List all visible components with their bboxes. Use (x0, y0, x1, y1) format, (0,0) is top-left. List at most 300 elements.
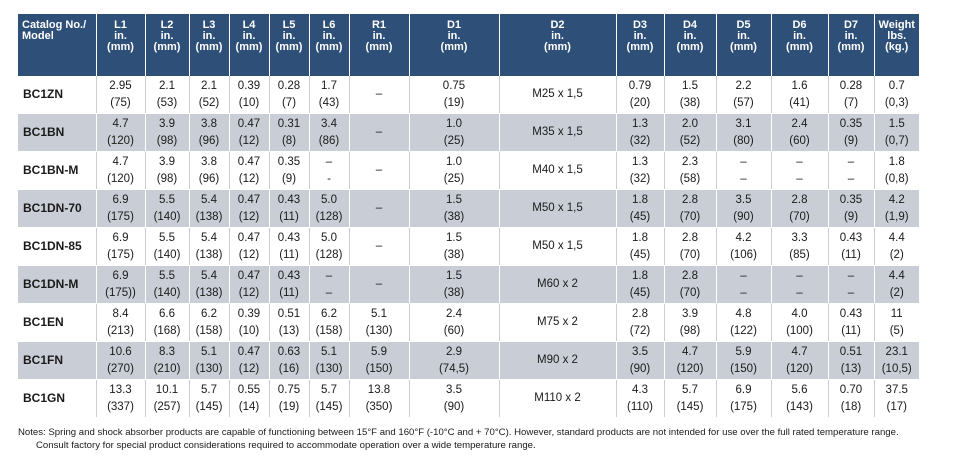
model-cell: BC1GN (18, 380, 96, 418)
cell-value-in: 5.1 (321, 345, 337, 358)
cell-value-mm: (140) (153, 210, 181, 223)
cell-value-mm: (90) (443, 400, 465, 413)
cell-value-in: 2.8 (682, 269, 698, 282)
cell-value-in: 2.3 (682, 155, 698, 168)
table-cell (309, 304, 349, 342)
table-cell (716, 228, 771, 266)
column-header (874, 14, 919, 76)
header-text: Weight (878, 19, 915, 31)
header-text: in. (160, 30, 174, 42)
cell-value-in: M90 x 2 (537, 354, 578, 366)
cell-value-in: 0.70 (839, 383, 863, 396)
cell-value-in: 3.5 (632, 345, 648, 358)
cell-value-in: – (375, 278, 383, 290)
model-cell: BC1FN (18, 342, 96, 380)
table-cell (409, 304, 499, 342)
cell-value-mm: (74,5) (438, 362, 470, 375)
table-cell (189, 114, 229, 152)
cell-value-mm: – (847, 286, 855, 299)
cell-value-mm: (150) (365, 362, 393, 375)
table-cell (716, 342, 771, 380)
cell-value-in: 0.47 (237, 155, 261, 168)
header-text: (mm) (235, 41, 263, 53)
cell-value-in: 5.6 (791, 383, 808, 396)
model-cell: BC1BN-M (18, 152, 96, 190)
table-cell (499, 152, 616, 190)
cell-value-mm: (96) (198, 134, 220, 147)
cell-value-in: 0.47 (237, 345, 261, 358)
header-text: (mm) (440, 41, 468, 53)
table-cell (349, 266, 409, 304)
table-cell (828, 342, 874, 380)
model-cell: BC1BN (18, 114, 96, 152)
model-cell: BC1DN-70 (18, 190, 96, 228)
cell-value-in: 5.4 (201, 193, 217, 206)
table-cell (664, 152, 716, 190)
cell-value-mm: (257) (153, 400, 181, 413)
table-cell (309, 152, 349, 190)
cell-value-mm: (143) (786, 400, 813, 413)
table-cell (409, 380, 499, 418)
cell-value-in: 0.47 (237, 231, 261, 244)
cell-value-in: – (796, 269, 803, 282)
column-header (771, 14, 828, 76)
cell-value-in: 4.2 (735, 231, 752, 244)
table-cell (499, 342, 616, 380)
cell-value-mm: (38) (443, 248, 465, 261)
table-cell (229, 342, 269, 380)
table-cell (664, 342, 716, 380)
table-cell (664, 228, 716, 266)
cell-value-mm: (45) (629, 286, 651, 299)
table-cell (145, 304, 189, 342)
cell-value-in: 3.8 (201, 155, 217, 168)
cell-value-in: 6.6 (159, 307, 175, 320)
cell-value-mm: (41) (789, 96, 810, 109)
cell-value-mm: (128) (315, 210, 343, 223)
table-cell (349, 380, 409, 418)
table-cell (96, 114, 145, 152)
table-cell (309, 114, 349, 152)
header-text: (mm) (365, 41, 393, 53)
cell-value-in: 0.43 (839, 307, 863, 320)
cell-value-mm: (11) (279, 248, 299, 261)
header-text: in. (793, 30, 806, 42)
table-cell (499, 380, 616, 418)
table-cell (145, 190, 189, 228)
cell-value-in: 2.8 (682, 231, 698, 244)
table-cell (269, 114, 309, 152)
cell-value-mm: (12) (238, 362, 260, 375)
column-header (96, 14, 145, 76)
cell-value-mm: (60) (443, 324, 465, 337)
cell-value-mm: (72) (629, 324, 651, 337)
column-header (229, 14, 269, 76)
table-cell (269, 76, 309, 114)
cell-value-mm: (52) (679, 134, 701, 147)
table-cell (616, 190, 664, 228)
cell-value-in: 0.39 (237, 79, 261, 92)
table-cell (96, 380, 145, 418)
cell-value-in: 0.35 (839, 193, 863, 206)
header-text: (mm) (730, 41, 757, 53)
cell-value-in: 5.5 (159, 269, 175, 282)
table-cell (145, 114, 189, 152)
cell-value-in: 1.3 (632, 117, 648, 130)
table-cell (269, 228, 309, 266)
table-cell (96, 304, 145, 342)
table-cell (189, 266, 229, 304)
table-cell (771, 304, 828, 342)
table-cell (96, 76, 145, 114)
table-cell (616, 342, 664, 380)
table-cell (229, 266, 269, 304)
table-cell (409, 190, 499, 228)
cell-value-mm: (2) (889, 248, 904, 261)
cell-value-in: 0.79 (628, 79, 652, 92)
cell-value-mm: (13) (278, 324, 300, 337)
cell-value-in: 1.0 (446, 117, 462, 130)
table-cell (409, 266, 499, 304)
table-row (18, 342, 919, 380)
cell-value-mm: (120) (676, 362, 704, 375)
cell-value-mm: (175) (107, 248, 134, 261)
cell-value-in: 1.6 (791, 79, 808, 92)
cell-value-in: 2.4 (791, 117, 808, 130)
cell-value-in: 10.6 (109, 345, 132, 358)
cell-value-in: 1.5 (446, 231, 462, 244)
table-cell (716, 266, 771, 304)
cell-value-mm: (98) (679, 324, 701, 337)
cell-value-in: 1.8 (888, 155, 905, 168)
cell-value-in: 2.8 (791, 193, 808, 206)
cell-value-in: 6.2 (321, 307, 337, 320)
cell-value-mm: (12) (238, 134, 260, 147)
cell-value-mm: (210) (153, 362, 181, 375)
cell-value-mm: (145) (676, 400, 704, 413)
header-text: in. (114, 30, 127, 42)
table-cell (269, 266, 309, 304)
cell-value-in: 1.7 (321, 79, 337, 92)
cell-value-mm: (140) (153, 248, 181, 261)
cell-value-in: 5.0 (321, 231, 337, 244)
cell-value-in: 2.1 (201, 79, 217, 92)
cell-value-mm: (52) (198, 96, 220, 109)
cell-value-mm: (7) (281, 96, 297, 109)
cell-value-in: 6.9 (735, 383, 752, 396)
header-text: (mm) (626, 41, 654, 53)
table-cell (96, 342, 145, 380)
table-cell (309, 266, 349, 304)
cell-value-mm: (10) (238, 324, 260, 337)
cell-value-mm: (19) (443, 96, 465, 109)
header-text: L3 (202, 19, 216, 31)
cell-value-mm: (60) (789, 134, 810, 147)
header-text: Catalog No./ (22, 19, 87, 31)
cell-value-in: 1.5 (682, 79, 698, 92)
header-text: in. (844, 30, 858, 42)
table-cell (145, 342, 189, 380)
table-cell (616, 114, 664, 152)
table-cell (96, 152, 145, 190)
table-cell (189, 342, 229, 380)
cell-value-mm: (90) (733, 210, 754, 223)
cell-value-in: 0.43 (277, 269, 301, 282)
cell-value-in: – (325, 269, 333, 282)
cell-value-mm: (10,5) (881, 362, 912, 375)
table-cell (229, 76, 269, 114)
table-cell (771, 76, 828, 114)
column-header (189, 14, 229, 76)
cell-value-in: 4.7 (112, 155, 129, 168)
cell-value-in: 4.4 (888, 269, 905, 282)
table-cell (349, 190, 409, 228)
table-row (18, 228, 919, 266)
cell-value-in: 5.4 (201, 269, 217, 282)
table-cell (771, 266, 828, 304)
cell-value-mm: (10) (238, 96, 260, 109)
cell-value-in: 5.9 (371, 345, 387, 358)
cell-value-mm: (9) (281, 172, 297, 185)
model-cell: BC1EN (18, 304, 96, 342)
cell-value-mm: (20) (629, 96, 651, 109)
header-text: in. (447, 30, 461, 42)
table-cell (499, 304, 616, 342)
header-text: in. (683, 30, 697, 42)
cell-value-mm: (110) (627, 400, 653, 413)
cell-value-mm: (8) (281, 134, 297, 147)
cell-value-in: 1.5 (446, 269, 462, 282)
cell-value-in: 0.35 (277, 155, 301, 168)
cell-value-in: 5.1 (201, 345, 217, 358)
cell-value-in: – (375, 202, 383, 214)
table-cell (828, 152, 874, 190)
cell-value-mm: (130) (315, 362, 343, 375)
model-cell: BC1DN-M (18, 266, 96, 304)
table-cell (145, 266, 189, 304)
cell-value-in: 0.75 (277, 383, 301, 396)
cell-value-in: 1.5 (888, 117, 905, 130)
cell-value-in: 2.2 (735, 79, 752, 92)
table-cell (771, 380, 828, 418)
cell-value-mm: (0,3) (884, 96, 909, 109)
table-cell (499, 76, 616, 114)
cell-value-in: 6.9 (112, 269, 129, 282)
table-cell (409, 228, 499, 266)
cell-value-in: 6.2 (201, 307, 217, 320)
cell-value-mm: (70) (789, 210, 810, 223)
cell-value-in: – (847, 269, 855, 282)
cell-value-in: 1.8 (632, 269, 648, 282)
header-text: D7 (843, 19, 859, 31)
table-cell (716, 152, 771, 190)
table-cell (409, 114, 499, 152)
cell-value-mm: (38) (443, 210, 465, 223)
cell-value-in: 4.7 (112, 117, 129, 130)
cell-value-mm: (11) (279, 286, 299, 299)
cell-value-mm: – (847, 172, 855, 185)
column-header (828, 14, 874, 76)
header-text: in. (242, 30, 256, 42)
cell-value-in: – (325, 155, 333, 168)
cell-value-mm: (32) (629, 172, 651, 185)
header-text: L4 (242, 19, 256, 31)
cell-value-in: 4.3 (632, 383, 648, 396)
table-cell (828, 76, 874, 114)
header-text: D6 (792, 19, 807, 31)
cell-value-in: 0.43 (839, 231, 863, 244)
header-text: D3 (632, 19, 648, 31)
cell-value-in: 3.8 (201, 117, 217, 130)
cell-value-in: M50 x 1,5 (532, 240, 583, 252)
cell-value-in: – (847, 155, 855, 168)
table-cell (349, 228, 409, 266)
table-cell (229, 152, 269, 190)
cell-value-mm: (43) (318, 96, 340, 109)
table-cell (664, 380, 716, 418)
table-row (18, 304, 919, 342)
cell-value-mm: (2) (889, 286, 904, 299)
cell-value-mm: - (327, 172, 331, 185)
table-cell (874, 266, 919, 304)
cell-value-in: M50 x 1,5 (532, 202, 583, 214)
table-cell (716, 304, 771, 342)
header-text: L5 (282, 19, 296, 31)
table-cell (716, 190, 771, 228)
cell-value-in: 8.3 (159, 345, 175, 358)
cell-value-mm: (58) (679, 172, 701, 185)
table-cell (349, 342, 409, 380)
table-cell (96, 190, 145, 228)
table-cell (716, 114, 771, 152)
table-cell (828, 114, 874, 152)
cell-value-in: 13.3 (109, 383, 132, 396)
table-cell (828, 228, 874, 266)
table-cell (771, 342, 828, 380)
cell-value-in: – (740, 155, 747, 168)
cell-value-in: M60 x 2 (537, 278, 578, 290)
table-row (18, 380, 919, 418)
cell-value-mm: (17) (886, 400, 907, 413)
table-row (18, 266, 919, 304)
cell-value-mm: (350) (365, 400, 393, 413)
cell-value-mm: (38) (679, 96, 701, 109)
cell-value-mm: (86) (318, 134, 340, 147)
table-cell (874, 228, 919, 266)
cell-value-mm: (175)) (105, 286, 136, 299)
cell-value-mm: (11) (841, 248, 861, 261)
cell-value-in: 0.47 (237, 193, 261, 206)
cell-value-in: 3.3 (791, 231, 808, 244)
column-header (349, 14, 409, 76)
header-text: L6 (322, 19, 336, 31)
cell-value-mm: (85) (789, 248, 810, 261)
cell-value-mm: (5) (889, 324, 904, 337)
header-text: (mm) (315, 41, 343, 53)
cell-value-mm: (14) (238, 400, 260, 413)
header-text: in. (551, 30, 564, 42)
cell-value-mm: (13) (840, 362, 862, 375)
table-cell (269, 152, 309, 190)
cell-value-in: 0.51 (839, 345, 863, 358)
column-header (409, 14, 499, 76)
table-cell (828, 304, 874, 342)
header-text: D5 (736, 19, 751, 31)
table-cell (145, 152, 189, 190)
cell-value-in: 2.1 (159, 79, 175, 92)
table-cell (828, 266, 874, 304)
cell-value-in: 3.9 (159, 155, 175, 168)
spec-table (18, 14, 919, 418)
header-text: (mm) (107, 41, 134, 53)
table-cell (771, 152, 828, 190)
cell-value-mm: (145) (195, 400, 223, 413)
spec-table-container (18, 14, 919, 418)
cell-value-mm: (38) (443, 286, 465, 299)
cell-value-in: 2.8 (682, 193, 698, 206)
header-text: in. (202, 30, 216, 42)
cell-value-mm: (12) (238, 248, 260, 261)
header-row (18, 14, 919, 76)
table-cell (189, 190, 229, 228)
table-cell (664, 304, 716, 342)
table-cell (309, 190, 349, 228)
cell-value-mm: (270) (107, 362, 134, 375)
cell-value-in: 0.43 (277, 193, 301, 206)
table-cell (616, 380, 664, 418)
cell-value-mm: (53) (156, 96, 178, 109)
column-header (269, 14, 309, 76)
cell-value-mm: (130) (195, 362, 223, 375)
table-cell (874, 114, 919, 152)
table-row (18, 190, 919, 228)
table-cell (409, 76, 499, 114)
cell-value-mm: (70) (679, 248, 701, 261)
table-cell (229, 228, 269, 266)
header-text: R1 (371, 19, 387, 31)
cell-value-in: 3.9 (159, 117, 175, 130)
cell-value-in: 13.8 (367, 383, 391, 396)
cell-value-in: 3.1 (735, 117, 752, 130)
table-cell (145, 76, 189, 114)
cell-value-in: M40 x 1,5 (532, 164, 583, 176)
cell-value-mm: (45) (629, 210, 651, 223)
cell-value-mm: (16) (278, 362, 300, 375)
header-text: (kg.) (885, 41, 909, 53)
cell-value-in: 0.47 (237, 117, 261, 130)
header-text: L2 (160, 19, 174, 31)
cell-value-mm: (175) (107, 210, 134, 223)
table-cell (269, 342, 309, 380)
cell-value-mm: (12) (238, 286, 260, 299)
cell-value-mm: (45) (629, 248, 651, 261)
cell-value-mm: (138) (195, 210, 223, 223)
cell-value-mm: (80) (733, 134, 754, 147)
notes (18, 426, 938, 452)
table-cell (874, 342, 919, 380)
cell-value-mm: (138) (195, 248, 223, 261)
table-cell (664, 76, 716, 114)
cell-value-mm: (158) (315, 324, 343, 337)
table-cell (874, 152, 919, 190)
cell-value-mm: (25) (443, 134, 465, 147)
cell-value-in: 1.8 (632, 231, 648, 244)
cell-value-mm: (140) (153, 286, 181, 299)
cell-value-in: 5.4 (201, 231, 217, 244)
table-cell (499, 266, 616, 304)
column-header-model (18, 14, 96, 76)
table-cell (229, 190, 269, 228)
